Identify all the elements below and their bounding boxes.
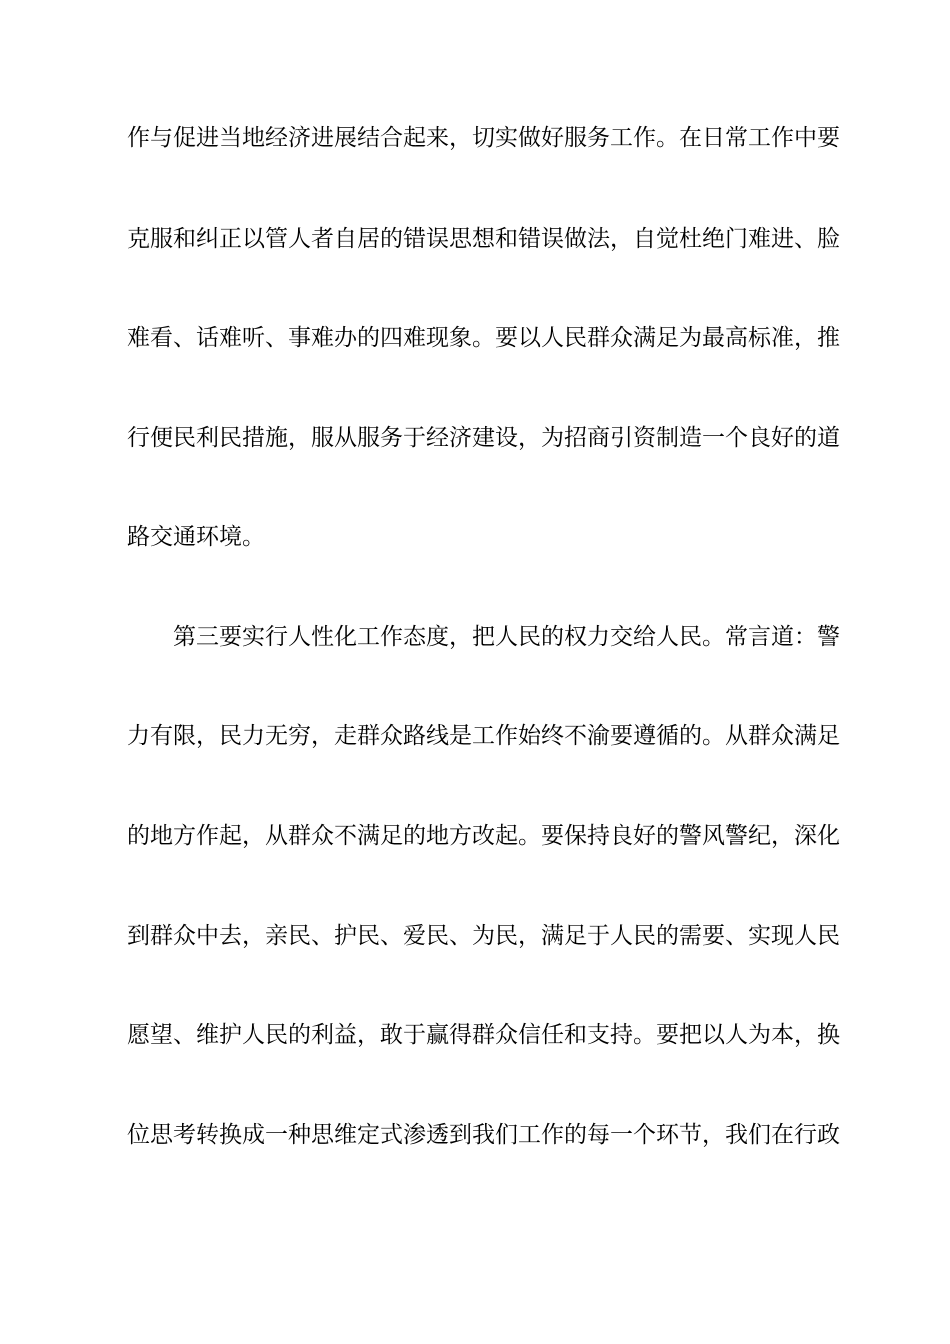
text-line: 难看、话难听、事难办的四难现象。要以人民群众满足为最高标准，推	[127, 325, 840, 351]
text-line: 第三要实行人性化工作态度，把人民的权力交给人民。常言道：警	[173, 624, 840, 650]
text-line: 力有限，民力无穷，走群众路线是工作始终不渝要遵循的。从群众满足	[127, 723, 840, 749]
text-line: 到群众中去，亲民、护民、爱民、为民，满足于人民的需要、实现人民	[127, 923, 840, 949]
text-line: 位思考转换成一种思维定式渗透到我们工作的每一个环节，我们在行政	[127, 1122, 840, 1148]
text-line: 的地方作起，从群众不满足的地方改起。要保持良好的警风警纪，深化	[127, 823, 840, 849]
text-line: 作与促进当地经济进展结合起来，切实做好服务工作。在日常工作中要	[127, 125, 840, 151]
text-line: 路交通环境。	[127, 524, 265, 550]
text-line: 行便民利民措施，服从服务于经济建设，为招商引资制造一个良好的道	[127, 425, 840, 451]
text-line: 愿望、维护人民的利益，敢于赢得群众信任和支持。要把以人为本，换	[127, 1022, 840, 1048]
text-line: 克服和纠正以管人者自居的错误思想和错误做法，自觉杜绝门难进、脸	[127, 226, 840, 252]
